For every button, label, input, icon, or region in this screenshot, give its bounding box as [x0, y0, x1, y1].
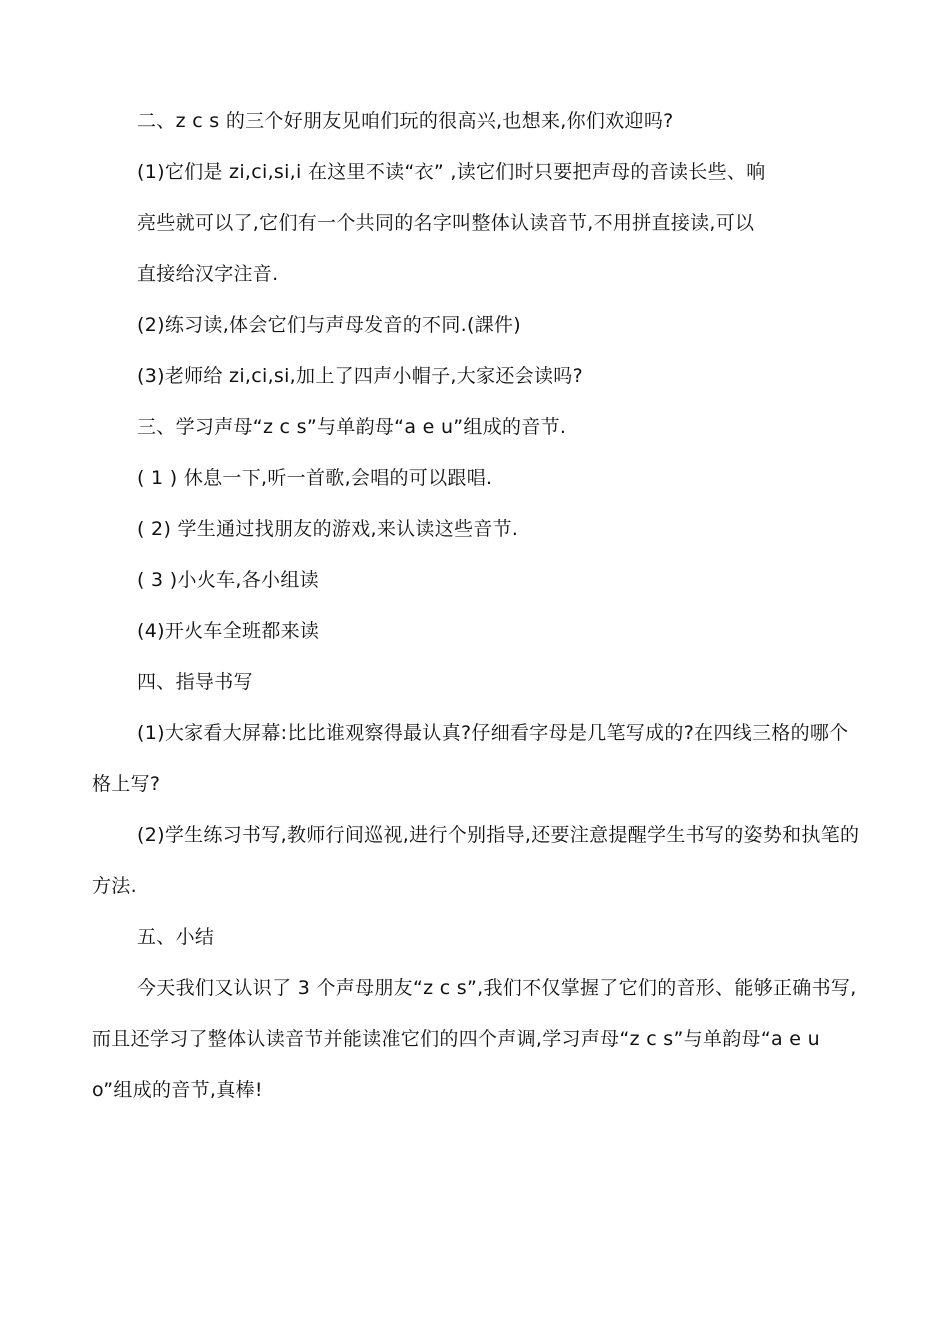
item-1-line-3: 直接给汉字注音.	[137, 263, 279, 285]
step-3-paragraph: ( 3 )小火车,各小组读	[137, 569, 319, 591]
section-three-heading: 三、学习声母“z c s”与单韵母“a e u”组成的音节.	[137, 416, 567, 438]
document-body	[92, 96, 860, 1116]
section-four-heading: 四、指导书写	[137, 671, 253, 693]
writing-step-1-paragraph: (1)大家看大屏幕:比比谁观察得最认真?仔细看字母是几笔写成的?在四线三格的哪个格上写?	[92, 722, 849, 795]
step-4-paragraph: (4)开火车全班都来读	[137, 620, 320, 642]
summary-paragraph: 今天我们又认识了 3 个声母朋友“z c s”,我们不仅掌握了它们的音形、能够正确书写,而且还学习了整体认读音节并能读准它们的四个声调,学习声母“z c s”与单韵母“a e u o”组成的音节,真棒!	[92, 977, 857, 1101]
item-1-block	[92, 147, 860, 300]
section-five-heading: 五、小结	[137, 926, 215, 948]
step-1-paragraph: ( 1 ) 休息一下,听一首歌,会唱的可以跟唱.	[137, 467, 493, 489]
item-3-paragraph: (3)老师给 zi,ci,si,加上了四声小帽子,大家还会读吗?	[137, 365, 583, 387]
item-1-line-1: (1)它们是 zi,ci,si,i 在这里不读“衣” ,读它们时只要把声母的音读长些、响	[137, 161, 766, 183]
step-2-paragraph: ( 2) 学生通过找朋友的游戏,来认读这些音节.	[137, 518, 519, 540]
item-1-line-2: 亮些就可以了,它们有一个共同的名字叫整体认读音节,不用拼直接读,可以	[137, 212, 755, 234]
section-two-heading: 二、z c s 的三个好朋友见咱们玩的很高兴,也想来,你们欢迎吗?	[137, 110, 674, 132]
item-2-paragraph: (2)练习读,体会它们与声母发音的不同.(課件)	[137, 314, 522, 336]
writing-step-2-paragraph: (2)学生练习书写,教师行间巡视,进行个别指导,还要注意提醒学生书写的姿势和执笔的方法.	[92, 824, 860, 897]
